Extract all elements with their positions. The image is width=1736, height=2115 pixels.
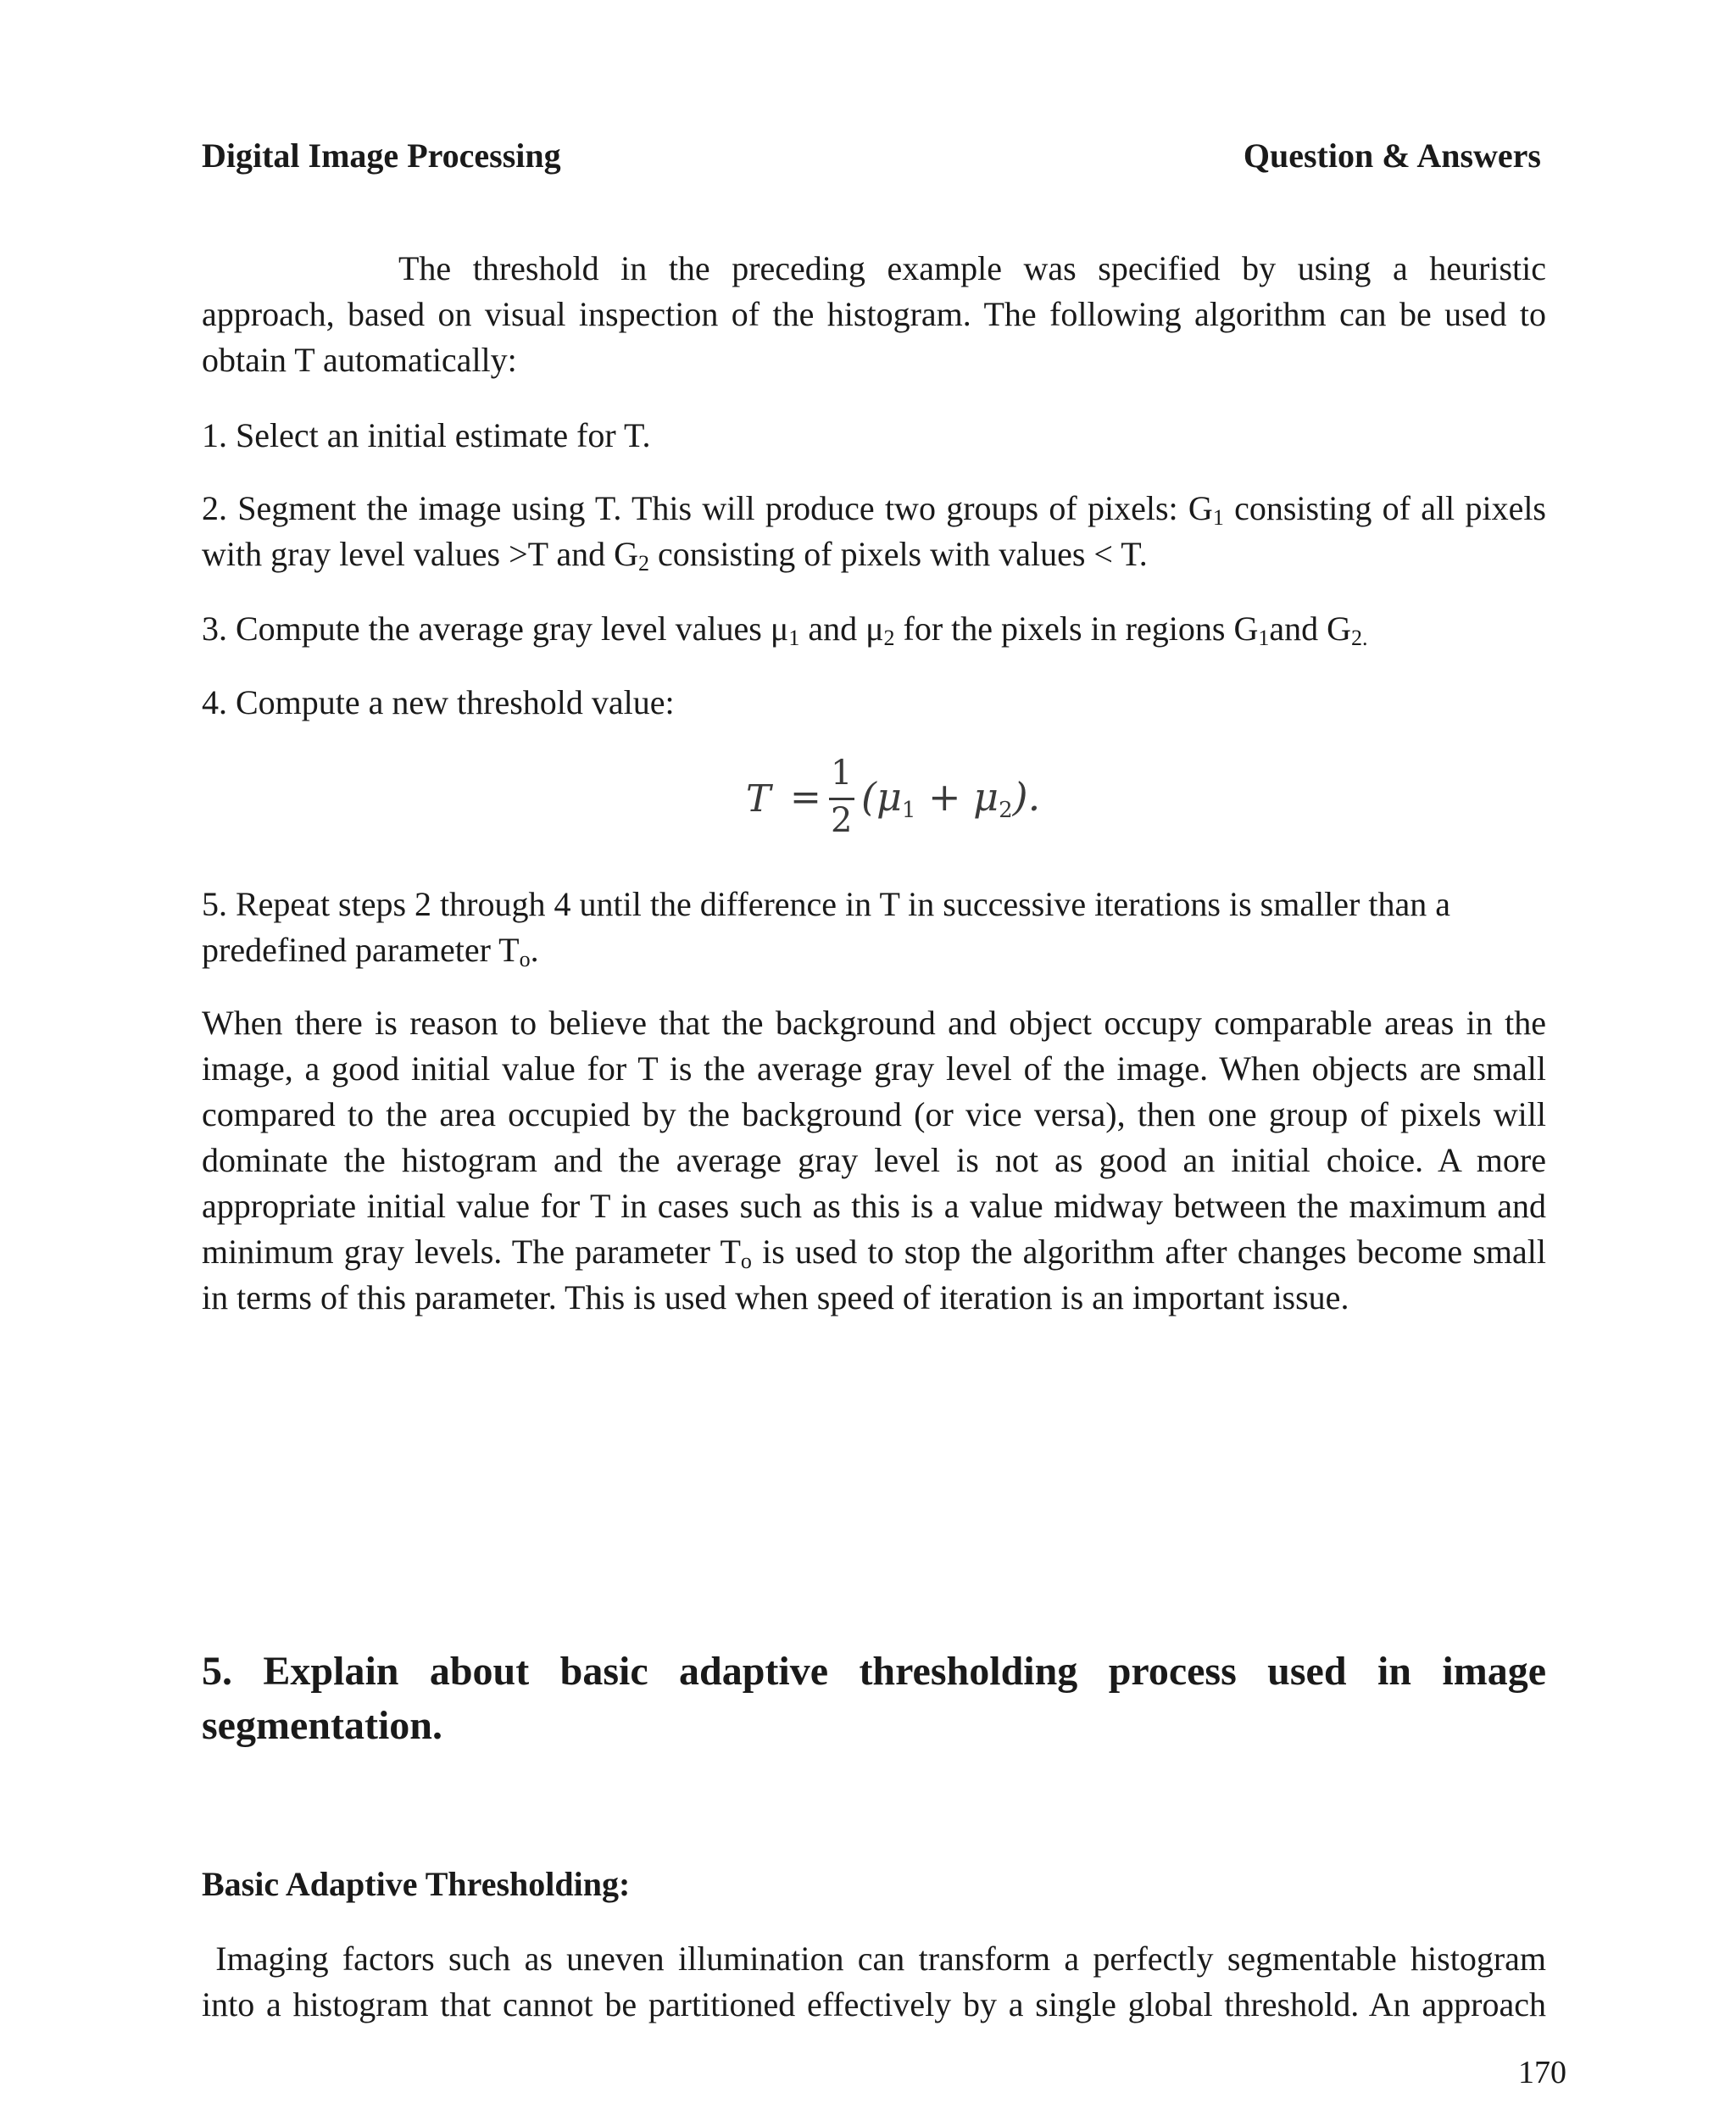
threshold-formula (746, 754, 1041, 852)
step-5-line-2: predefined parameter $T_o$. (202, 931, 539, 971)
intro-line-2: approach, based on visual inspection of the histogram. The following algorithm can be used to (202, 295, 1546, 333)
question-line-2: segmentation. (202, 1703, 442, 1748)
step-2 (202, 486, 1546, 577)
step-5-line-1: 5. Repeat steps 2 through 4 until the difference in T in successive iterations is smaller than a (202, 885, 1450, 923)
intro-line-1: The threshold in the preceding example was specified by using a heuristic (398, 249, 1546, 287)
section-line-1: Imaging factors such as uneven illumination can transform a perfectly segmentable histogram (202, 1940, 1546, 1978)
step-3: 3. Compute the average gray level values $\mu_1$ and $\mu_2$ for the pixels in regions $G_1and$ $G_{2.}$ (202, 609, 1368, 650)
intro-line-3: obtain T automatically: (202, 341, 517, 379)
explanation-line-1: When there is reason to believe that the background and object occupy comparable areas in the (202, 1004, 1546, 1042)
step-2-line-2: with gray level values >T and $G_2$ consisting of pixels with values < T. (202, 535, 1148, 576)
formula-lhs: T (746, 777, 771, 821)
intro-paragraph (202, 246, 1546, 383)
formula-equals: = (790, 776, 821, 819)
explanation-line-2: image, a good initial value for T is the average gray level of the image. When objects are small (202, 1049, 1546, 1088)
section-paragraph (202, 1936, 1546, 2028)
formula-numerator: 1 (831, 754, 853, 793)
section-line-2: into a histogram that cannot be partitioned effectively by a single global threshold. An approach (202, 1985, 1546, 2023)
header-subtitle: Question & Answers (1243, 136, 1541, 175)
explanation-line-4: dominate the histogram and the average gray level is not as good an initial choice. A more (202, 1141, 1546, 1179)
step-4: 4. Compute a new threshold value: (202, 683, 675, 721)
explanation-line-3: compared to the area occupied by the background (or vice versa), then one group of pixels will (202, 1095, 1546, 1133)
formula-denominator: 2 (831, 801, 853, 840)
explanation-line-7: in terms of this parameter. This is used when speed of iteration is an important issue. (202, 1278, 1349, 1316)
explanation-line-6: minimum gray levels. The parameter $T_o$ is used to stop the algorithm after changes become small (202, 1233, 1547, 1273)
step-1: 1. Select an initial estimate for T. (202, 416, 651, 454)
section-title: Basic Adaptive Thresholding: (202, 1865, 631, 1903)
step-2-line-1: 2. Segment the image using T. This will produce two groups of pixels: $G_1$ consisting of all pixels (202, 489, 1546, 530)
formula-sum: $(\mu_1 + \mu_2)$. (861, 774, 1041, 823)
header-title: Digital Image Processing (202, 136, 561, 175)
question-line-1: 5. Explain about basic adaptive thresholding process used in image (202, 1649, 1546, 1694)
explanation-paragraph (202, 1000, 1546, 1321)
step-5 (202, 882, 1546, 973)
page-number: 170 (1518, 2055, 1566, 2090)
explanation-line-5: appropriate initial value for T in cases such as this is a value midway between the maximum and (202, 1187, 1546, 1225)
question-heading (202, 1645, 1546, 1753)
fraction-bar (829, 798, 854, 800)
